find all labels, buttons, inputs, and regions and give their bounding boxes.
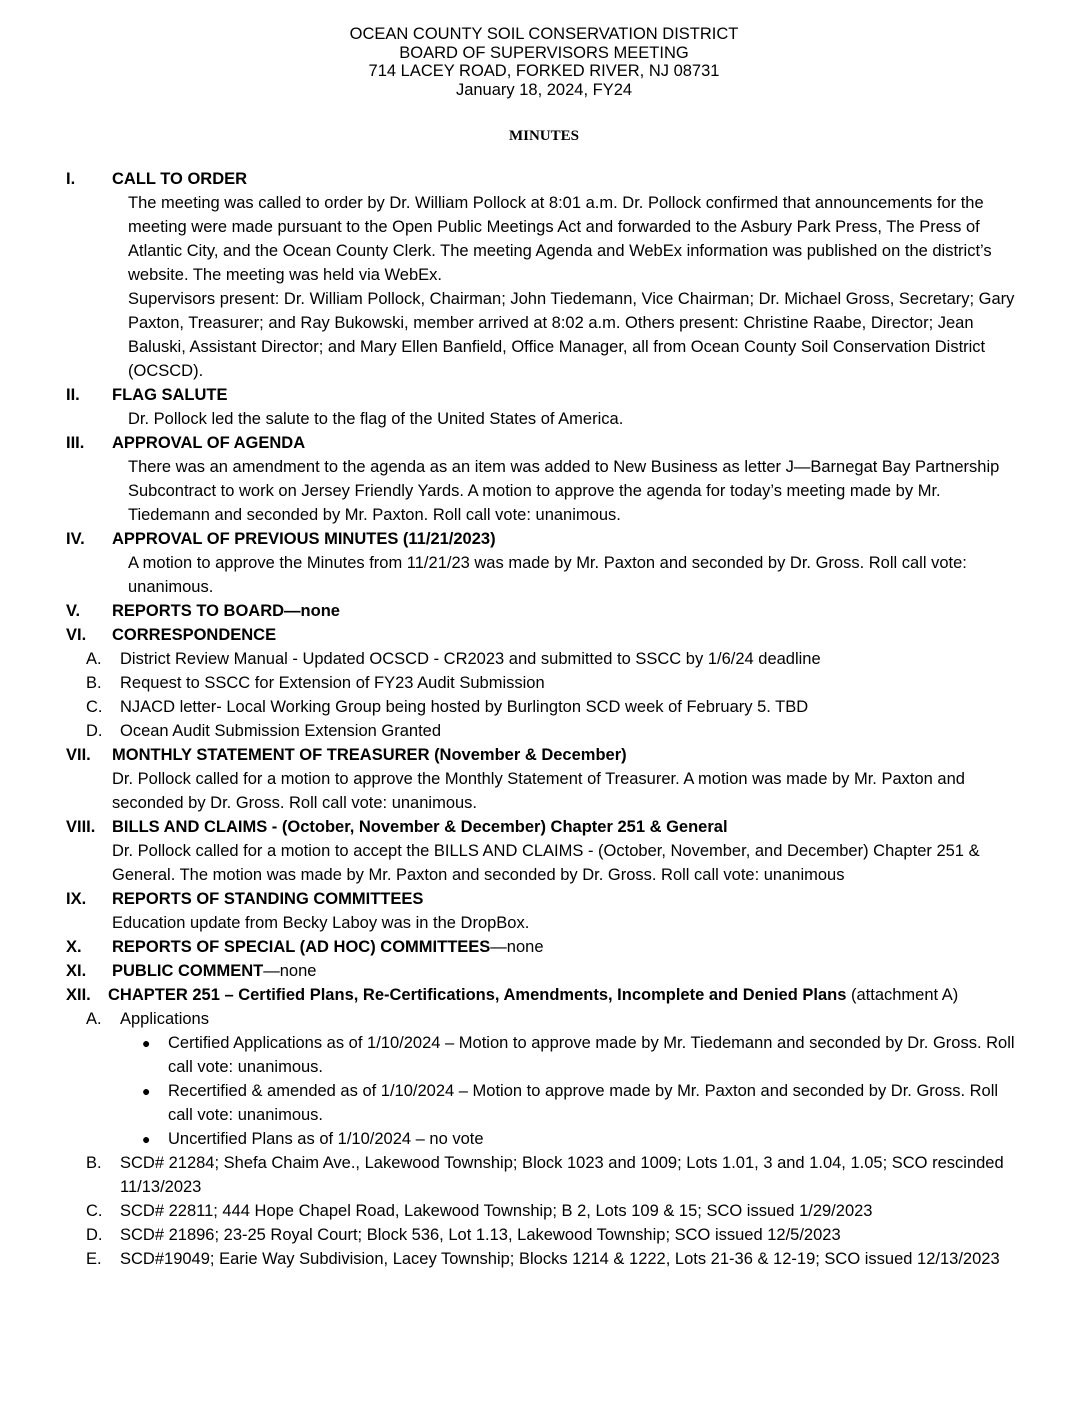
chapter-251-list bbox=[86, 1007, 1026, 1271]
section-title: CHAPTER 251 – Certified Plans, Re-Certifications, Amendments, Incomplete and Denied Plans bbox=[108, 986, 847, 1004]
section-standing-committees bbox=[66, 887, 1026, 935]
section-title: REPORTS OF STANDING COMMITTEES bbox=[112, 890, 424, 908]
bullet-text: Certified Applications as of 1/10/2024 – Motion to approve made by Mr. Tiedemann and seconded by Dr. Gross. Roll call vote: unanimous. bbox=[168, 1034, 1015, 1076]
section-title: APPROVAL OF PREVIOUS MINUTES (11/21/2023) bbox=[112, 530, 496, 548]
section-number: II. bbox=[66, 386, 80, 404]
list-item bbox=[86, 1223, 1026, 1247]
list-letter: B. bbox=[86, 1154, 102, 1172]
section-paragraph: The meeting was called to order by Dr. William Pollock at 8:01 a.m. Dr. Pollock confirmed that announcements for the meeting were made pursuant to the Open Public Meetings Act and forwarded to the Asbury Park Press, The Press of Atlantic City, and the Ocean County Clerk. The meeting Agenda and WebEx information was published on the district’s website. The meeting was held via WebEx. bbox=[128, 194, 992, 284]
section-approval-of-agenda bbox=[66, 431, 1026, 527]
section-title: BILLS AND CLAIMS - (October, November & December) Chapter 251 & General bbox=[112, 818, 728, 836]
section-title: REPORTS TO BOARD—none bbox=[112, 602, 340, 620]
list-item bbox=[86, 1007, 1026, 1031]
list-item bbox=[86, 647, 1026, 671]
bullet-item bbox=[142, 1127, 1026, 1151]
section-paragraph: Dr. Pollock called for a motion to accept the BILLS AND CLAIMS - (October, November, and December) Chapter 251 & General. The motion was made by Mr. Paxton and seconded by Dr. Gross. Roll call vote: unanimous bbox=[112, 842, 980, 884]
list-item bbox=[86, 671, 1026, 695]
section-paragraph: Education update from Becky Laboy was in the DropBox. bbox=[112, 914, 530, 932]
header-meeting-type: BOARD OF SUPERVISORS MEETING bbox=[399, 43, 689, 62]
list-item bbox=[86, 1151, 1026, 1199]
section-correspondence bbox=[66, 623, 1026, 743]
bullet-text: Uncertified Plans as of 1/10/2024 – no vote bbox=[168, 1130, 484, 1148]
list-text: NJACD letter- Local Working Group being hosted by Burlington SCD week of February 5. TBD bbox=[120, 698, 809, 716]
bullet-text: Recertified & amended as of 1/10/2024 – Motion to approve made by Mr. Paxton and seconded by Dr. Gross. Roll call vote: unanimous. bbox=[168, 1082, 999, 1124]
section-title-tail: —none bbox=[490, 938, 544, 956]
list-item bbox=[86, 1199, 1026, 1223]
list-letter: D. bbox=[86, 722, 103, 740]
list-text: SCD# 21896; 23-25 Royal Court; Block 536, Lot 1.13, Lakewood Township; SCO issued 12/5/2023 bbox=[120, 1226, 841, 1244]
list-letter: A. bbox=[86, 1010, 102, 1028]
section-title: REPORTS OF SPECIAL (AD HOC) COMMITTEES bbox=[112, 938, 491, 956]
section-reports-to-board bbox=[66, 599, 1026, 623]
section-special-committees bbox=[66, 935, 1026, 959]
section-paragraph: Dr. Pollock led the salute to the flag of the United States of America. bbox=[128, 410, 624, 428]
section-number: IX. bbox=[66, 890, 87, 908]
section-number: VIII. bbox=[66, 818, 96, 836]
bullet-icon: ● bbox=[142, 1131, 151, 1147]
header-address: 714 LACEY ROAD, FORKED RIVER, NJ 08731 bbox=[368, 62, 720, 80]
section-paragraph: Dr. Pollock called for a motion to approve the Monthly Statement of Treasurer. A motion was made by Mr. Paxton and seconded by Dr. Gross. Roll call vote: unanimous. bbox=[112, 770, 965, 812]
list-text: District Review Manual - Updated OCSCD - CR2023 and submitted to SSCC by 1/6/24 deadline bbox=[120, 650, 821, 668]
list-text: Ocean Audit Submission Extension Granted bbox=[120, 722, 442, 740]
section-number: V. bbox=[66, 602, 81, 620]
header-organization: OCEAN COUNTY SOIL CONSERVATION DISTRICT bbox=[349, 25, 739, 43]
section-number: IV. bbox=[66, 530, 85, 548]
section-public-comment bbox=[66, 959, 1026, 983]
section-bills-and-claims bbox=[66, 815, 1026, 887]
list-letter: A. bbox=[86, 650, 102, 668]
minutes-body bbox=[66, 167, 1026, 1271]
bullet-item bbox=[142, 1079, 1026, 1127]
section-title: CORRESPONDENCE bbox=[112, 626, 277, 644]
section-call-to-order bbox=[66, 167, 1026, 383]
bullet-item bbox=[142, 1031, 1026, 1079]
section-number: XI. bbox=[66, 962, 87, 980]
correspondence-list bbox=[86, 647, 1026, 743]
list-item bbox=[86, 719, 1026, 743]
section-title-tail: (attachment A) bbox=[846, 986, 959, 1004]
bullet-icon: ● bbox=[142, 1083, 151, 1099]
applications-bullets bbox=[142, 1031, 1026, 1151]
section-title-tail: —none bbox=[263, 962, 317, 980]
section-chapter-251 bbox=[66, 983, 1026, 1271]
list-letter: C. bbox=[86, 1202, 103, 1220]
list-text: SCD# 21284; Shefa Chaim Ave., Lakewood Township; Block 1023 and 1009; Lots 1.01, 3 and 1.04, 1.05; SCO rescinded 11/13/2023 bbox=[120, 1154, 1004, 1196]
section-title: PUBLIC COMMENT bbox=[112, 962, 264, 980]
list-text: SCD# 22811; 444 Hope Chapel Road, Lakewood Township; B 2, Lots 109 & 15; SCO issued 1/29/2023 bbox=[120, 1202, 873, 1220]
list-item bbox=[86, 1247, 1026, 1271]
list-text: SCD#19049; Earie Way Subdivision, Lacey Township; Blocks 1214 & 1222, Lots 21-36 & 12-19; SCO issued 12/13/2023 bbox=[120, 1250, 1000, 1268]
list-text: Request to SSCC for Extension of FY23 Audit Submission bbox=[120, 674, 545, 692]
list-letter: D. bbox=[86, 1226, 103, 1244]
section-title: FLAG SALUTE bbox=[112, 386, 228, 404]
section-number: I. bbox=[66, 170, 76, 188]
section-number: XII. bbox=[66, 986, 91, 1004]
list-letter: C. bbox=[86, 698, 103, 716]
section-approval-of-minutes bbox=[66, 527, 1026, 599]
section-number: VI. bbox=[66, 626, 87, 644]
section-flag-salute bbox=[66, 383, 1026, 431]
header-date: January 18, 2024, FY24 bbox=[455, 80, 633, 99]
section-title: MONTHLY STATEMENT OF TREASURER (November & December) bbox=[112, 746, 627, 764]
section-paragraph: There was an amendment to the agenda as an item was added to New Business as letter J—Barnegat Bay Partnership Subcontract to work on Jersey Friendly Yards. A motion to approve the agenda for today’s meeting made by Mr. Tiedemann and seconded by Mr. Paxton. Roll call vote: unanimous. bbox=[128, 458, 1000, 524]
document-header bbox=[0, 25, 1088, 99]
section-number: VII. bbox=[66, 746, 91, 764]
list-item bbox=[86, 695, 1026, 719]
list-letter: B. bbox=[86, 674, 102, 692]
section-paragraph: Supervisors present: Dr. William Pollock, Chairman; John Tiedemann, Vice Chairman; Dr. Michael Gross, Secretary; Gary Paxton, Treasurer; and Ray Bukowski, member arrived at 8:02 a.m. Others present: Christine Raabe, Director; Jean Baluski, Assistant Director; and Mary Ellen Banfield, Office Manager, all from Ocean County Soil Conservation District (OCSCD). bbox=[128, 290, 1015, 380]
list-text: Applications bbox=[120, 1010, 209, 1028]
section-title: APPROVAL OF AGENDA bbox=[112, 434, 306, 452]
section-number: III. bbox=[66, 434, 85, 452]
minutes-title: MINUTES bbox=[508, 128, 579, 144]
section-number: X. bbox=[66, 938, 82, 956]
list-letter: E. bbox=[86, 1250, 102, 1268]
section-title: CALL TO ORDER bbox=[112, 170, 248, 188]
bullet-icon: ● bbox=[142, 1035, 151, 1051]
section-treasurer-statement bbox=[66, 743, 1026, 815]
section-paragraph: A motion to approve the Minutes from 11/21/23 was made by Mr. Paxton and seconded by Dr. Gross. Roll call vote: unanimous. bbox=[128, 554, 967, 596]
